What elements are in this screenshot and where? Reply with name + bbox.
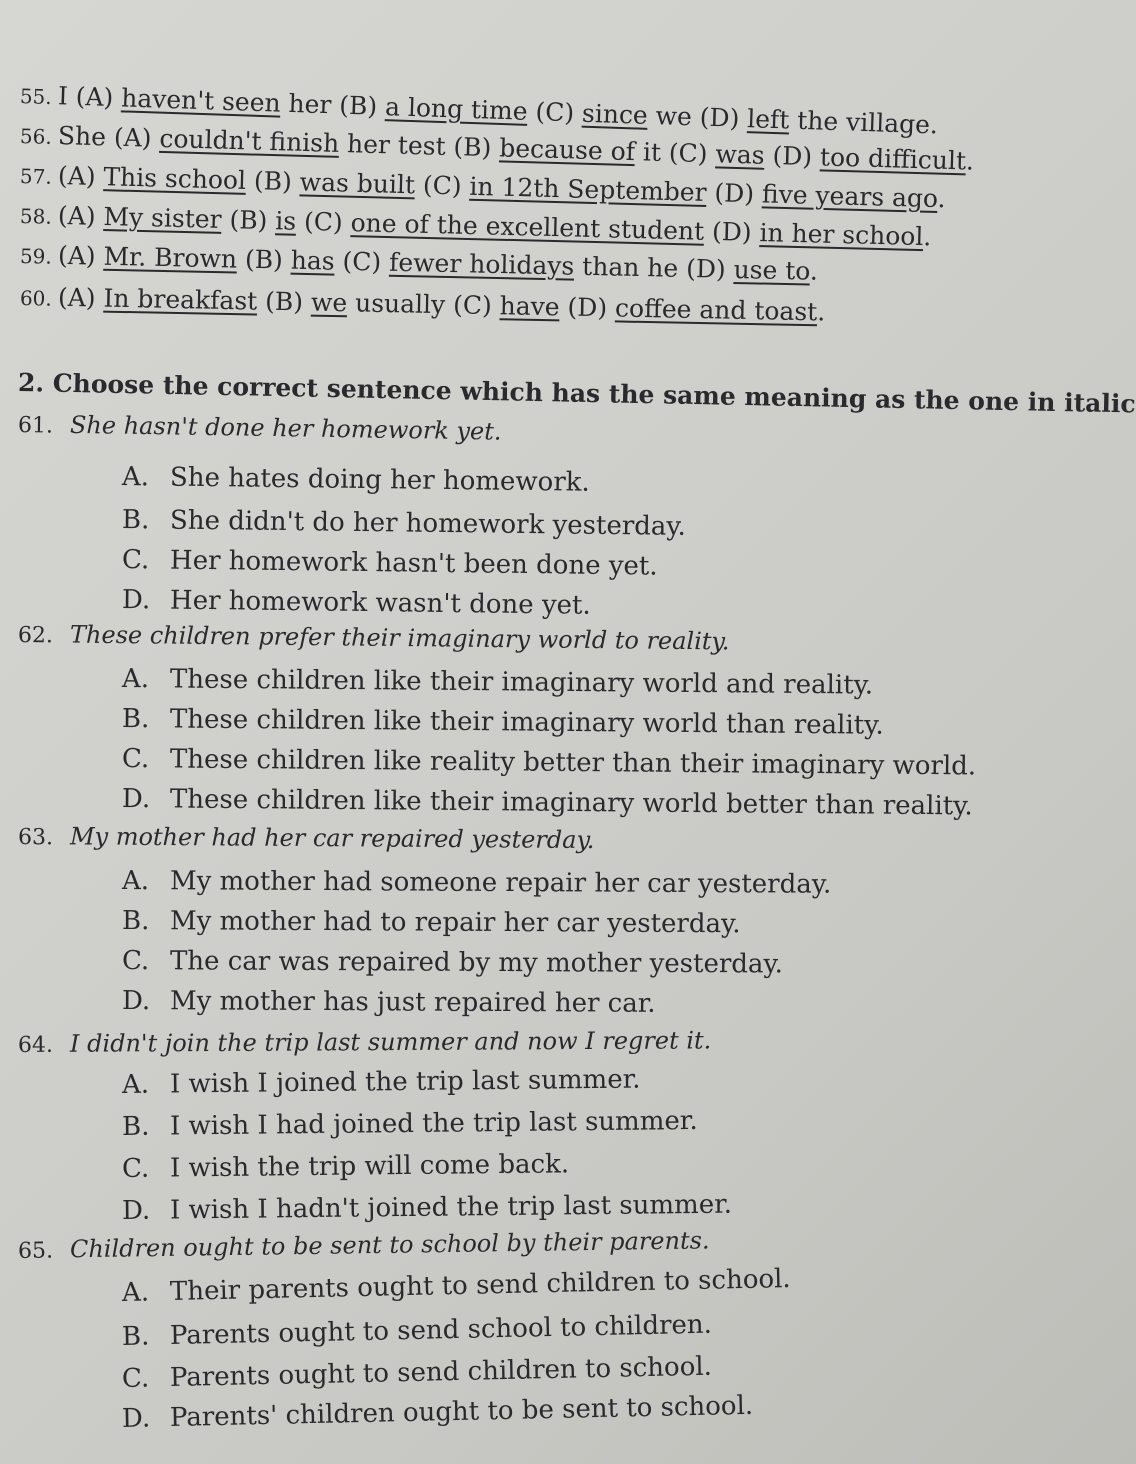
- underlined-segment: in her school: [759, 218, 924, 252]
- answer-option[interactable]: [122, 664, 873, 701]
- text-segment: .: [937, 184, 946, 214]
- text-segment: (D): [559, 292, 616, 323]
- option-text: She didn't do her homework yesterday.: [169, 505, 687, 542]
- option-letter: A.: [121, 462, 150, 493]
- option-letter: B.: [121, 1111, 150, 1142]
- answer-option[interactable]: [122, 1149, 569, 1184]
- underlined-segment: five years ago: [761, 179, 938, 214]
- answer-option[interactable]: [122, 545, 658, 582]
- text-segment: (C): [527, 96, 583, 128]
- underlined-segment: Mr. Brown: [103, 241, 238, 274]
- answer-option[interactable]: [122, 744, 976, 781]
- text-segment: her (B): [280, 88, 386, 122]
- text-segment: (B): [236, 244, 292, 275]
- option-letter: D.: [121, 585, 151, 616]
- option-letter: A.: [121, 664, 150, 695]
- underlined-segment: too difficult: [819, 142, 967, 176]
- item-number: 55.: [19, 84, 53, 110]
- option-text: My mother has just repaired her car.: [169, 986, 656, 1019]
- text-segment: (B): [256, 286, 312, 317]
- option-text: Their parents ought to send children to school.: [169, 1263, 791, 1307]
- item-number: 60.: [19, 286, 53, 311]
- option-text: I wish the trip will come back.: [169, 1149, 570, 1184]
- answer-option[interactable]: [122, 946, 783, 979]
- option-letter: D.: [121, 986, 151, 1017]
- question-stem: My mother had her car repaired yesterday.: [69, 822, 595, 855]
- option-letter: D.: [121, 784, 151, 815]
- section-heading: 2. Choose the correct sentence which has the same meaning as the one in italic: [17, 368, 1136, 419]
- option-text: She hates doing her homework.: [169, 462, 590, 498]
- underlined-segment: we: [310, 287, 348, 318]
- option-text: I wish I had joined the trip last summer.: [169, 1105, 698, 1142]
- question-stem-line: [18, 1026, 711, 1058]
- text-segment: (A): [57, 200, 104, 232]
- option-letter: C.: [121, 946, 150, 977]
- underlined-segment: haven't seen: [120, 83, 282, 118]
- question-stem: I didn't join the trip last summer and now I regret it.: [69, 1026, 712, 1058]
- option-letter: C.: [121, 545, 150, 576]
- option-letter: B.: [121, 906, 150, 937]
- text-segment: it (C): [634, 137, 716, 169]
- option-letter: C.: [121, 1363, 150, 1394]
- option-letter: B.: [121, 505, 150, 536]
- option-text: Parents' children ought to be sent to school.: [169, 1390, 754, 1433]
- text-segment: I (A): [57, 81, 122, 113]
- text-segment: .: [809, 256, 819, 286]
- text-segment: than he (D): [573, 251, 734, 284]
- underlined-segment: This school: [103, 162, 247, 195]
- underlined-segment: because of: [498, 133, 636, 167]
- answer-option[interactable]: [122, 585, 591, 621]
- question-stem-line: [18, 822, 595, 854]
- answer-option[interactable]: [122, 1391, 754, 1434]
- option-letter: D.: [121, 1403, 151, 1434]
- question-stem-line: [18, 620, 730, 655]
- answer-option[interactable]: [122, 1264, 791, 1308]
- answer-option[interactable]: [122, 1106, 698, 1142]
- option-text: I wish I hadn't joined the trip last summer.: [169, 1189, 733, 1226]
- option-text: These children like their imaginary world and reality.: [169, 664, 874, 701]
- answer-option[interactable]: [122, 462, 590, 498]
- underlined-segment: one of the excellent student: [350, 208, 705, 246]
- item-number: 58.: [19, 204, 53, 229]
- text-segment: .: [965, 146, 975, 176]
- option-letter: C.: [121, 1153, 150, 1184]
- option-letter: A.: [121, 866, 150, 897]
- underlined-segment: coffee and toast: [614, 293, 818, 327]
- option-text: I wish I joined the trip last summer.: [169, 1064, 641, 1100]
- answer-option[interactable]: [122, 1065, 641, 1100]
- error-item: [20, 282, 826, 326]
- question-stem-line: [18, 1226, 710, 1264]
- underlined-segment: have: [499, 291, 560, 322]
- text-segment: She (A): [57, 121, 160, 153]
- option-letter: A.: [121, 1277, 150, 1308]
- underlined-segment: was built: [299, 167, 416, 200]
- question-number: 61.: [17, 413, 54, 439]
- text-segment: the village.: [788, 105, 939, 140]
- underlined-segment: fewer holidays: [388, 247, 575, 281]
- underlined-segment: has: [290, 245, 335, 276]
- answer-option[interactable]: [122, 784, 973, 821]
- underlined-segment: a long time: [384, 92, 529, 126]
- answer-option[interactable]: [122, 1310, 713, 1352]
- underlined-segment: use to: [733, 254, 811, 286]
- underlined-segment: couldn't finish: [159, 123, 340, 158]
- text-segment: (B): [221, 204, 276, 236]
- underlined-segment: in 12th September: [469, 171, 707, 207]
- option-letter: B.: [121, 1321, 150, 1352]
- answer-option[interactable]: [122, 1190, 732, 1226]
- option-text: Parents ought to send children to school.: [169, 1351, 713, 1393]
- answer-option[interactable]: [122, 704, 884, 741]
- text-segment: (B): [245, 165, 301, 197]
- underlined-segment: was: [715, 139, 766, 170]
- item-number: 56.: [19, 124, 53, 149]
- question-stem: These children prefer their imaginary world to reality.: [69, 620, 730, 656]
- option-text: These children like their imaginary world better than reality.: [169, 784, 973, 822]
- item-number: 57.: [19, 164, 53, 189]
- answer-option[interactable]: [122, 906, 741, 939]
- underlined-segment: My sister: [103, 202, 222, 234]
- question-stem: She hasn't done her homework yet.: [69, 410, 502, 446]
- answer-option[interactable]: [122, 986, 656, 1019]
- option-text: These children like their imaginary world than reality.: [169, 704, 884, 741]
- text-segment: we (D): [647, 100, 748, 134]
- option-letter: B.: [121, 704, 150, 735]
- option-letter: C.: [121, 744, 150, 775]
- question-number: 65.: [17, 1238, 54, 1264]
- question-number: 62.: [17, 623, 54, 649]
- text-segment: (D): [764, 140, 821, 172]
- text-segment: .: [923, 222, 932, 252]
- answer-option[interactable]: [122, 866, 831, 900]
- option-text: Her homework wasn't done yet.: [169, 585, 591, 621]
- underlined-segment: since: [581, 98, 649, 130]
- option-text: My mother had to repair her car yesterday.: [169, 906, 741, 940]
- text-segment: (A): [57, 240, 104, 271]
- question-stem-line: [18, 410, 502, 446]
- underlined-segment: left: [746, 104, 790, 135]
- option-text: Parents ought to send school to children.: [169, 1309, 713, 1351]
- text-segment: (C): [334, 246, 390, 277]
- underlined-segment: is: [274, 206, 297, 236]
- option-text: Her homework hasn't been done yet.: [169, 545, 658, 582]
- text-segment: her test (B): [338, 128, 500, 163]
- question-number: 64.: [17, 1032, 54, 1058]
- item-number: 59.: [19, 244, 53, 269]
- text-segment: (D): [706, 177, 763, 209]
- answer-option[interactable]: [122, 1352, 713, 1394]
- answer-option[interactable]: [122, 505, 686, 542]
- text-segment: usually (C): [346, 288, 500, 321]
- text-segment: (C): [295, 206, 352, 238]
- text-segment: (C): [414, 170, 470, 201]
- option-letter: A.: [121, 1069, 150, 1100]
- option-text: These children like reality better than their imaginary world.: [169, 744, 977, 782]
- text-segment: (D): [703, 216, 760, 248]
- option-letter: D.: [121, 1195, 151, 1226]
- text-segment: .: [816, 297, 826, 327]
- option-text: My mother had someone repair her car yesterday.: [169, 866, 832, 900]
- underlined-segment: In breakfast: [103, 283, 258, 316]
- text-segment: (A): [57, 282, 104, 313]
- question-stem: Children ought to be sent to school by their parents.: [69, 1226, 710, 1264]
- option-text: The car was repaired by my mother yesterday.: [169, 946, 784, 980]
- error-item: [20, 240, 819, 286]
- text-segment: (A): [57, 160, 104, 192]
- question-number: 63.: [17, 825, 54, 851]
